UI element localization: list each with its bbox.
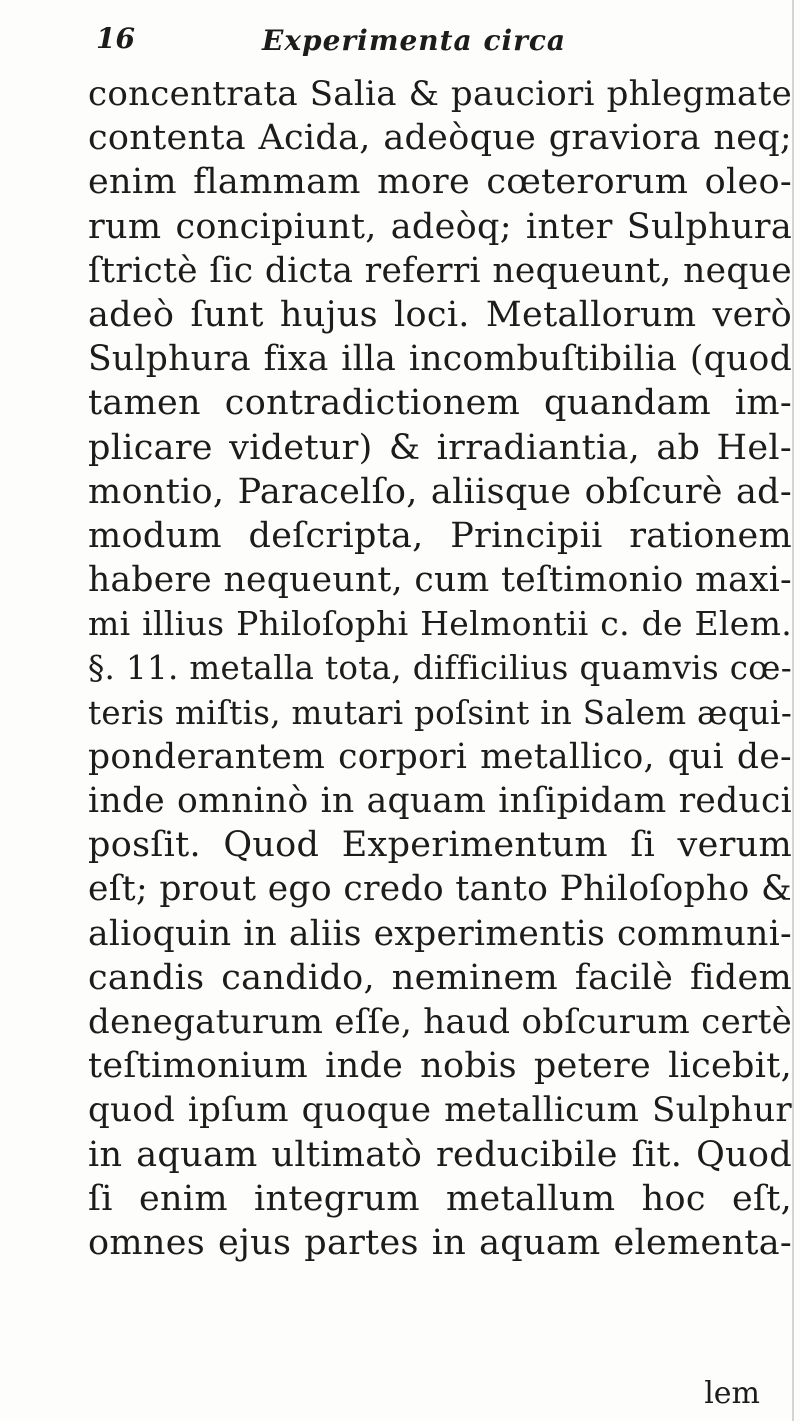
- text-line: ſtrictè ſic dicta referri nequeunt, neque: [88, 250, 792, 291]
- text-line: enim flammam more cœterorum oleo-: [88, 162, 792, 203]
- text-line: ſi enim integrum metallum hoc eſt,: [88, 1178, 792, 1219]
- text-line: mi illius Philoſophi Helmontii c. de Elem.: [88, 604, 792, 644]
- text-line: §. 11. metalla tota, difficilius quamvis cœ-: [88, 649, 792, 688]
- text-line: alioquin in aliis experimentis communi-: [88, 913, 792, 954]
- text-line: in aquam ultimatò reducibile ſit. Quod: [88, 1134, 792, 1175]
- text-line: montio, Paracelſo, aliisque obſcurè ad-: [88, 471, 792, 512]
- text-line: Sulphura fixa illa incombuſtibilia (quod: [88, 339, 792, 380]
- text-line: denegaturum eſſe, haud obſcurum certè: [88, 1001, 792, 1042]
- page-header: [86, 22, 760, 62]
- body-text: [88, 72, 792, 1265]
- text-line: posſit. Quod Experimentum ſi verum: [88, 825, 792, 866]
- text-line: adeò ſunt hujus loci. Metallorum verò: [88, 294, 792, 335]
- text-line: contenta Acida, adeòque graviora neq;: [88, 118, 792, 159]
- catchword: lem: [704, 1376, 760, 1411]
- text-line: rum concipiunt, adeòq; inter Sulphura: [88, 206, 792, 247]
- text-line: concentrata Salia & pauciori phlegmate: [88, 74, 792, 114]
- text-line: teſtimonium inde nobis petere licebit,: [88, 1046, 792, 1087]
- text-line: habere nequeunt, cum teſtimonio maxi-: [88, 560, 792, 601]
- text-line: teris miſtis, mutari poſsint in Salem æqui-: [88, 693, 793, 732]
- text-line: candis candido, neminem facilè fidem: [88, 957, 792, 998]
- text-line: inde omninò in aquam inſipidam reduci: [88, 781, 792, 821]
- text-line: omnes ejus partes in aquam elementa-: [88, 1222, 792, 1263]
- text-line: plicare videtur) & irradiantia, ab Hel-: [88, 427, 792, 468]
- page-number: 16: [96, 22, 135, 55]
- text-line: eſt; prout ego credo tanto Philoſopho &: [88, 869, 792, 910]
- text-line: quod ipſum quoque metallicum Sulphur: [88, 1090, 792, 1131]
- text-line: tamen contradictionem quandam im-: [88, 383, 792, 424]
- text-line: modum deſcripta, Principii rationem: [88, 515, 792, 556]
- page-edge-divider: [792, 0, 794, 1421]
- running-title: Experimenta circa: [262, 24, 567, 57]
- text-line: ponderantem corpori metallico, qui de-: [88, 736, 792, 777]
